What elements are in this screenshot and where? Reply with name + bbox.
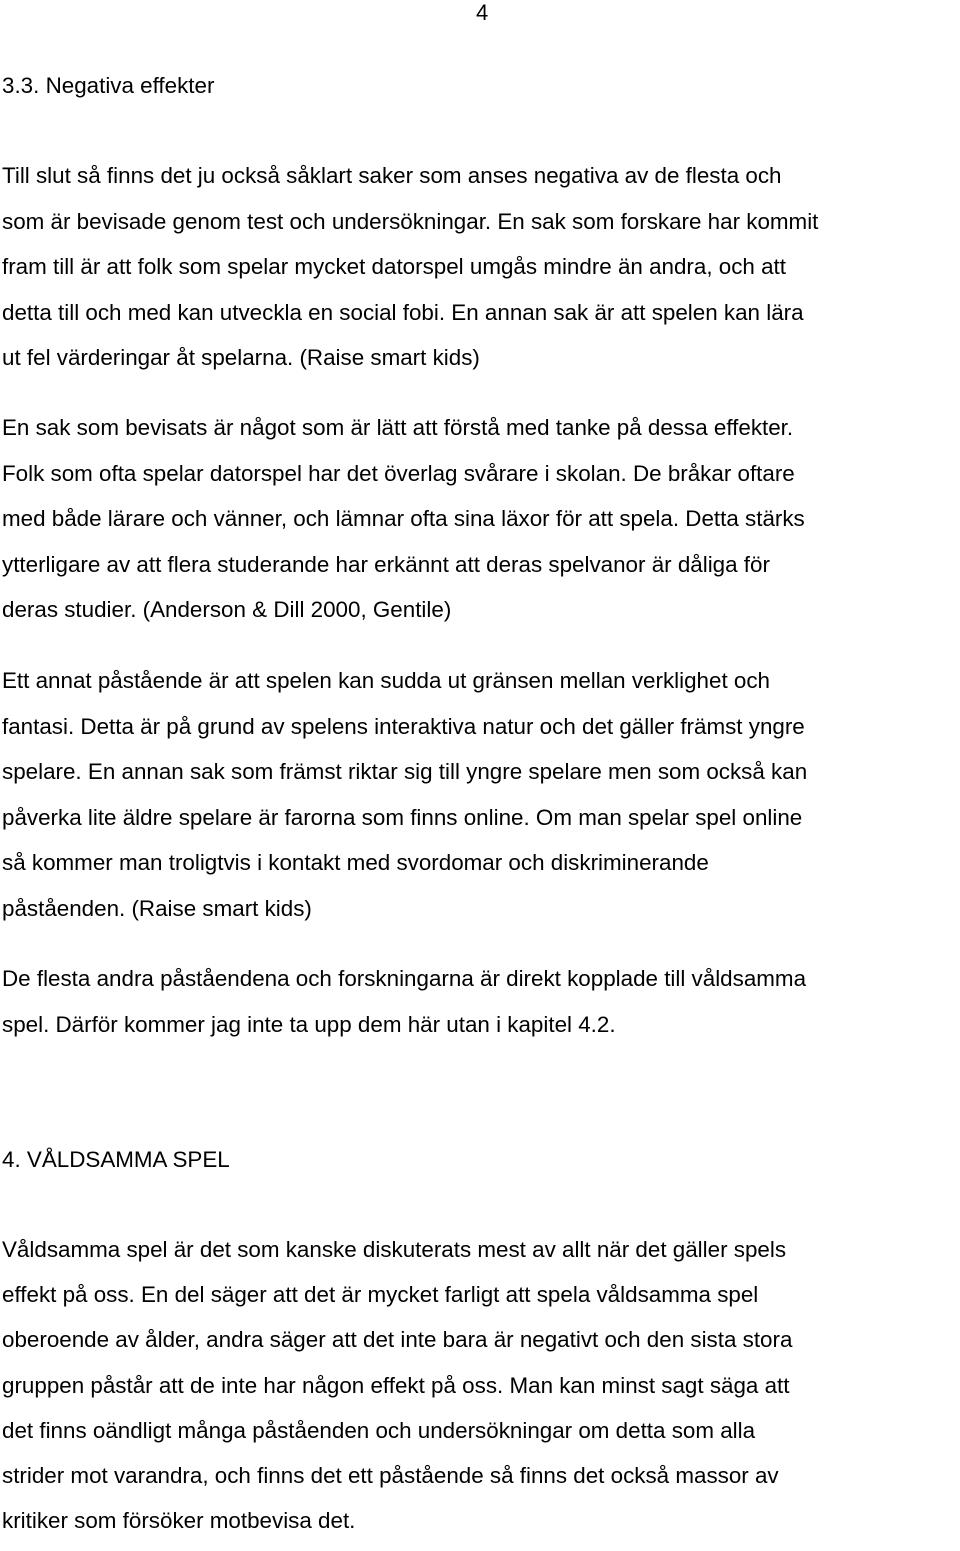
text-line: En sak som bevisats är något som är lätt att förstå med tanke på dessa effekter. (2, 415, 794, 440)
text-line: så kommer man troligtvis i kontakt med svordomar och diskriminerande (2, 850, 709, 876)
text-line: deras studier. (Anderson & Dill 2000, Gentile) (2, 597, 452, 623)
paragraph-1 (2, 161, 818, 389)
text-line: med både lärare och vänner, och lämnar ofta sina läxor för att spela. Detta stärks (2, 506, 805, 532)
section-heading-negativa-effekter: 3.3. Negativa effekter (2, 73, 215, 98)
text-line: ytterligare av att flera studerande har erkännt att deras spelvanor är dåliga för (2, 551, 770, 577)
text-line: fantasi. Detta är på grund av spelens interaktiva natur och det gäller främst yngre (2, 713, 805, 739)
section-heading-valdsamma-spel: 4. VÅLDSAMMA SPEL (2, 1147, 230, 1172)
text-line: De flesta andra påståendena och forskningarna är direkt kopplade till våldsamma (2, 966, 807, 991)
text-line: påståenden. (Raise smart kids) (2, 895, 312, 921)
text-line: det finns oändligt många påståenden och undersökningar om detta som alla (2, 1417, 756, 1443)
text-line: oberoende av ålder, andra säger att det inte bara är negativt och den sista stora (2, 1327, 793, 1353)
paragraph-3 (2, 666, 807, 940)
text-line: detta till och med kan utveckla en social fobi. En annan sak är att spelen kan lära (2, 299, 804, 325)
text-line: Våldsamma spel är det som kanske diskuterats mest av allt när det gäller spels (2, 1237, 787, 1262)
paragraph-2 (2, 413, 805, 641)
text-line: kritiker som försöker motbevisa det. (2, 1508, 356, 1534)
text-line: ut fel värderingar åt spelarna. (Raise smart kids) (2, 345, 480, 371)
text-line: effekt på oss. En del säger att det är mycket farligt att spela våldsamma spel (2, 1282, 759, 1308)
text-line: som är bevisade genom test och undersökningar. En sak som forskare har kommit (2, 208, 819, 234)
paragraph-4 (2, 964, 806, 1055)
text-line: påverka lite äldre spelare är farorna som finns online. Om man spelar spel online (2, 804, 803, 830)
text-line: Ett annat påstående är att spelen kan sudda ut gränsen mellan verklighet och (2, 668, 771, 693)
text-line: spel. Därför kommer jag inte ta upp dem här utan i kapitel 4.2. (2, 1011, 616, 1037)
page-number: 4 (476, 0, 489, 25)
text-line: spelare. En annan sak som främst riktar sig till yngre spelare men som också kan (2, 759, 808, 785)
text-line: fram till är att folk som spelar mycket datorspel umgås mindre än andra, och att (2, 254, 787, 280)
text-line: gruppen påstår att de inte har någon effekt på oss. Man kan minst sagt säga att (2, 1372, 790, 1398)
text-line: strider mot varandra, och finns det ett påstående så finns det också massor av (2, 1462, 779, 1488)
text-line: Till slut så finns det ju också såklart saker som anses negativa av de flesta och (2, 163, 782, 188)
paragraph-5 (2, 1235, 792, 1551)
text-line: Folk som ofta spelar datorspel har det överlag svårare i skolan. De bråkar oftare (2, 460, 795, 486)
